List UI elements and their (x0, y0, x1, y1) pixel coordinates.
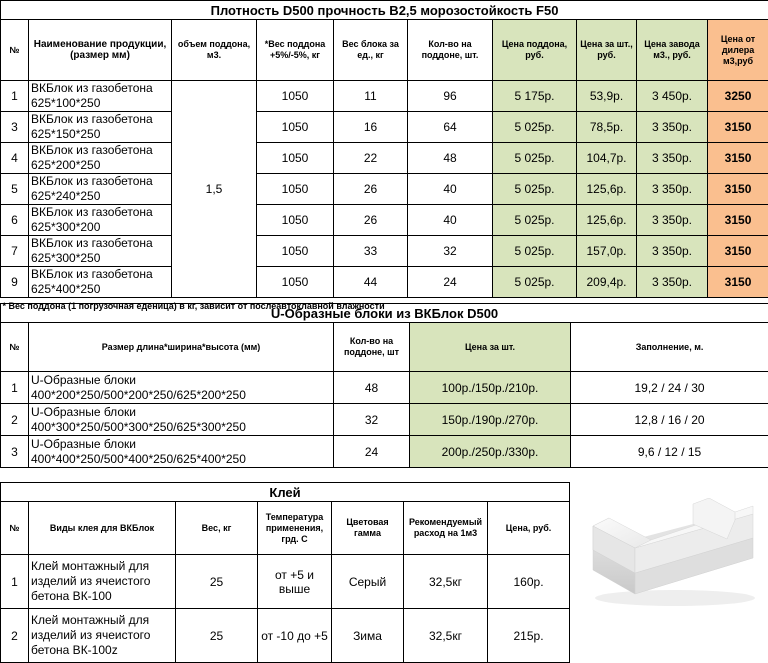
row-num: 7 (1, 236, 29, 267)
glue-consumption: 32,5кг (404, 555, 488, 609)
block-weight: 26 (334, 174, 408, 205)
dealer-price: 3150 (708, 205, 768, 236)
pallet-weight: 1050 (257, 236, 334, 267)
dealer-price: 3250 (708, 81, 768, 112)
unit-price: 150р./190р./270р. (410, 404, 571, 436)
col-fill: Заполнение, м. (571, 323, 768, 372)
factory-price: 3 350р. (637, 143, 708, 174)
table2-title: U-Образные блоки из ВКБлок D500 (1, 304, 768, 323)
col-glue-type: Виды клея для ВКБлок (29, 502, 176, 555)
unit-price: 125,6р. (577, 205, 637, 236)
col-factory-price: Цена завода м3., руб. (637, 20, 708, 81)
glue-price: 215р. (488, 609, 570, 663)
dealer-price: 3150 (708, 267, 768, 298)
product-name: ВКБлок из газобетона 625*300*250 (29, 236, 172, 267)
factory-price: 3 350р. (637, 174, 708, 205)
glue-type: Клей монтажный для изделий из ячеистого бетона ВК-100 (29, 555, 176, 609)
table-row (1, 555, 570, 609)
u-block-image (585, 498, 760, 610)
unit-price: 53,9р. (577, 81, 637, 112)
pallet-price: 5 175р. (493, 81, 577, 112)
glue-type: Клей монтажный для изделий из ячеистого бетона ВК-100z (29, 609, 176, 663)
product-name: ВКБлок из газобетона 625*150*250 (29, 112, 172, 143)
product-name: ВКБлок из газобетона 625*200*250 (29, 143, 172, 174)
pallet-weight: 1050 (257, 112, 334, 143)
pallet-qty: 40 (408, 174, 493, 205)
table-row (1, 404, 768, 436)
density-price-table (0, 0, 768, 313)
glue-consumption: 32,5кг (404, 609, 488, 663)
row-num: 1 (1, 372, 29, 404)
row-num: 4 (1, 143, 29, 174)
pallet-weight: 1050 (257, 267, 334, 298)
block-weight: 44 (334, 267, 408, 298)
pallet-qty: 24 (408, 267, 493, 298)
col-weight: Вес, кг (176, 502, 258, 555)
weight-footnote: * Вес поддона (1 погрузочная еденица) в кг, зависит от послеавтоклавной влажности (1, 298, 768, 314)
col-price: Цена, руб. (488, 502, 570, 555)
col-num: № (1, 502, 29, 555)
block-weight: 22 (334, 143, 408, 174)
block-weight: 33 (334, 236, 408, 267)
product-name: ВКБлок из газобетона 625*240*250 (29, 174, 172, 205)
fill-length: 19,2 / 24 / 30 (571, 372, 768, 404)
pallet-price: 5 025р. (493, 236, 577, 267)
unit-price: 209,4р. (577, 267, 637, 298)
pallet-qty: 32 (408, 236, 493, 267)
factory-price: 3 350р. (637, 267, 708, 298)
glue-temperature: от -10 до +5 (258, 609, 332, 663)
product-name: ВКБлок из газобетона 625*400*250 (29, 267, 172, 298)
pallet-weight: 1050 (257, 143, 334, 174)
table-row (1, 267, 768, 298)
col-block-weight: Вес блока за ед., кг (334, 20, 408, 81)
pallet-price: 5 025р. (493, 143, 577, 174)
col-size: Размер длина*ширина*высота (мм) (29, 323, 334, 372)
table-row (1, 205, 768, 236)
pallet-price: 5 025р. (493, 112, 577, 143)
pallet-qty: 40 (408, 205, 493, 236)
pallet-weight: 1050 (257, 205, 334, 236)
unit-price: 125,6р. (577, 174, 637, 205)
block-weight: 11 (334, 81, 408, 112)
pallet-price: 5 025р. (493, 205, 577, 236)
factory-price: 3 350р. (637, 112, 708, 143)
table-row (1, 174, 768, 205)
col-name: Наименование продукции, (размер мм) (29, 20, 172, 81)
table-row (1, 112, 768, 143)
pallet-price: 5 025р. (493, 267, 577, 298)
col-qty: Кол-во на поддоне, шт. (408, 20, 493, 81)
glue-price: 160р. (488, 555, 570, 609)
glue-weight: 25 (176, 609, 258, 663)
row-num: 6 (1, 205, 29, 236)
u-block-size: U-Образные блоки 400*400*250/500*400*250/625*400*250 (29, 436, 334, 468)
table3-title: Клей (1, 483, 570, 502)
col-num: № (1, 20, 29, 81)
pallet-weight: 1050 (257, 81, 334, 112)
row-num: 2 (1, 404, 29, 436)
row-num: 9 (1, 267, 29, 298)
table-row (1, 436, 768, 468)
pallet-qty: 96 (408, 81, 493, 112)
glue-temperature: от +5 и выше (258, 555, 332, 609)
col-pallet-weight: *Вес поддона +5%/-5%, кг (257, 20, 334, 81)
table-row (1, 143, 768, 174)
glue-color: Зима (332, 609, 404, 663)
dealer-price: 3150 (708, 112, 768, 143)
row-num: 2 (1, 609, 29, 663)
col-price: Цена за шт. (410, 323, 571, 372)
u-block-size: U-Образные блоки 400*300*250/500*300*250/625*300*250 (29, 404, 334, 436)
col-unit-price: Цена за шт., руб. (577, 20, 637, 81)
unit-price: 100р./150р./210р. (410, 372, 571, 404)
fill-length: 12,8 / 16 / 20 (571, 404, 768, 436)
block-weight: 26 (334, 205, 408, 236)
row-num: 3 (1, 112, 29, 143)
pallet-qty: 64 (408, 112, 493, 143)
col-pallet-price: Цена поддона, руб. (493, 20, 577, 81)
col-temperature: Температура применения, грд. С (258, 502, 332, 555)
col-color: Цветовая гамма (332, 502, 404, 555)
glue-weight: 25 (176, 555, 258, 609)
factory-price: 3 350р. (637, 205, 708, 236)
factory-price: 3 450р. (637, 81, 708, 112)
pallet-qty: 48 (334, 372, 410, 404)
col-consumption: Рекомендуемый расход на 1м3 (404, 502, 488, 555)
row-num: 1 (1, 555, 29, 609)
u-block-size: U-Образные блоки 400*200*250/500*200*250/625*200*250 (29, 372, 334, 404)
pallet-qty: 32 (334, 404, 410, 436)
col-num: № (1, 323, 29, 372)
row-num: 1 (1, 81, 29, 112)
table-row (1, 81, 768, 112)
unit-price: 200р./250р./330р. (410, 436, 571, 468)
dealer-price: 3150 (708, 174, 768, 205)
product-name: ВКБлок из газобетона 625*300*200 (29, 205, 172, 236)
u-block-table (0, 303, 768, 468)
unit-price: 78,5р. (577, 112, 637, 143)
dealer-price: 3150 (708, 236, 768, 267)
factory-price: 3 350р. (637, 236, 708, 267)
pallet-qty: 24 (334, 436, 410, 468)
dealer-price: 3150 (708, 143, 768, 174)
glue-color: Серый (332, 555, 404, 609)
col-dealer-price: Цена от дилера м3,руб (708, 20, 768, 81)
fill-length: 9,6 / 12 / 15 (571, 436, 768, 468)
unit-price: 104,7р. (577, 143, 637, 174)
table-row (1, 236, 768, 267)
product-name: ВКБлок из газобетона 625*100*250 (29, 81, 172, 112)
row-num: 5 (1, 174, 29, 205)
pallet-volume: 1,5 (172, 81, 257, 298)
table-row (1, 609, 570, 663)
table-row (1, 372, 768, 404)
pallet-qty: 48 (408, 143, 493, 174)
pallet-price: 5 025р. (493, 174, 577, 205)
col-qty: Кол-во на поддоне, шт (334, 323, 410, 372)
col-volume: объем поддона, м3. (172, 20, 257, 81)
row-num: 3 (1, 436, 29, 468)
pallet-weight: 1050 (257, 174, 334, 205)
glue-table (0, 482, 570, 663)
unit-price: 157,0р. (577, 236, 637, 267)
block-weight: 16 (334, 112, 408, 143)
table1-title: Плотность D500 прочность В2,5 морозостойкость F50 (1, 1, 768, 20)
